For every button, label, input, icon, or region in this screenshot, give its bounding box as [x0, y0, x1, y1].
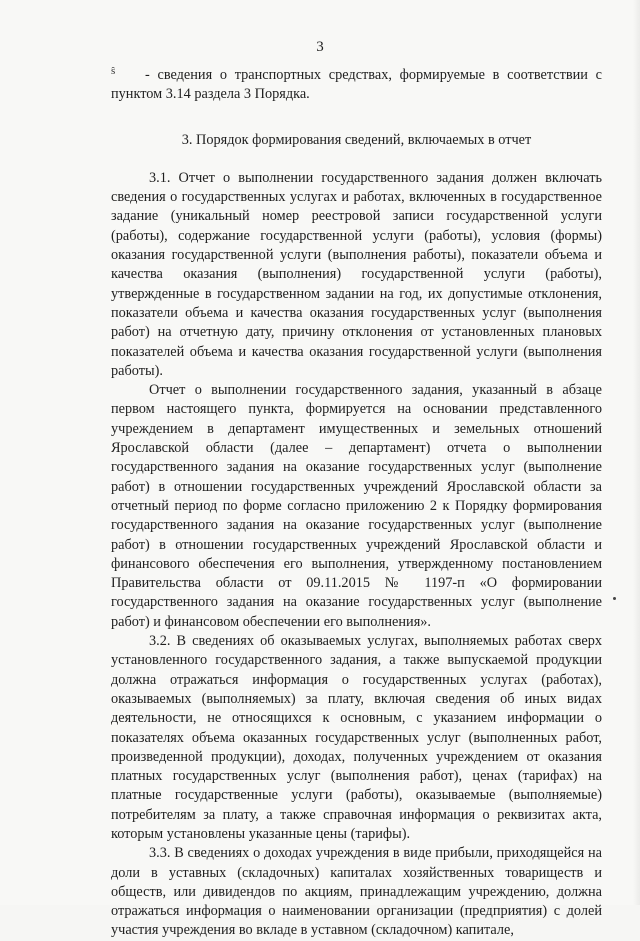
paragraph-3-1: 3.1. Отчет о выполнении государственного задания должен включать сведения о государственных услугах и работах, включенных в государственное задание (уникальный номер реестровой записи государственной услуги (работы), содержание государственной услуги (работы), условия (формы) оказания государственной услуги (выполнения работы), показатели объема и качества оказания (выполнения) государственной услуги (работы), утвержденные в государственном задании на год, их допустимые отклонения, показатели объема и качества оказания государственных услуг (выполнения работ) на отчетную дату, причину отклонения от установленных плановых показателей объема и качества оказания государственной услуги (выполнения работы).: [111, 169, 602, 379]
document-content: [111, 66, 602, 941]
scan-margin-mark: ŝ: [111, 65, 116, 77]
section-heading: 3. Порядок формирования сведений, включаемых в отчет: [181, 131, 532, 148]
paragraph-3-2: 3.2. В сведениях об оказываемых услугах, выполняемых работах сверх установленного государственного задания, а также выпускаемой продукции должна отражаться информация о государственных услугах (работах), оказываемых (выполняемых) за плату, включая сведения об иных видах деятельности, не относящихся к основным, с указанием информации о показателях объема оказанных государственных услуг (выполненных работ, произведенной продукции), доходах, полученных учреждением от оказания платных государственных услуг (выполнения работ), ценах (тарифах) на платные государственные услуги (работы), оказываемые (выполняемые) потребителям за плату, а также справочная информация о реквизитах акта, которым установлены указанные цены (тарифы).: [111, 633, 602, 842]
paragraph-3-1-second: Отчет о выполнении государственного задания, указанный в абзаце первом настоящего пункта, формируется на основании представленного учреждением в департамент имущественных и земельных отношений Ярославской области (далее – департамент) отчета о выполнении государственного задания на оказание государственных услуг (выполнение работ) в отношении государственных учреждений Ярославской области за отчетный период по форме согласно приложению 2 к Порядку формирования государственного задания на оказание государственных услуг (выполнение работ) в отношении государственных учреждений Ярославской области и финансового обеспечения его выполнения, утвержденному постановлением Правительства области от 09.11.2015 № 1197-п «О формировании государственного задания на оказание государственных услуг (выполнение работ) и финансовом обеспечении его выполнения».: [111, 382, 602, 630]
page-number: 3: [316, 39, 324, 55]
scan-dot: [613, 597, 616, 600]
scan-edge-shadow: [633, 0, 640, 905]
intro-paragraph: - сведения о транспортных средствах, формируемые в соответствии с пунктом 3.14 раздела 3 Порядка.: [111, 67, 602, 103]
paragraph-3-3: 3.3. В сведениях о доходах учреждения в виде прибыли, приходящейся на доли в уставных (складочных) капиталах хозяйственных товариществ и обществ, или дивидендов по акциям, принадлежащим учреждению, должна отражаться информация о наименовании организации (предприятия) с долей участия учреждения во вкладе в уставном (складочном) капитале,: [111, 845, 602, 939]
